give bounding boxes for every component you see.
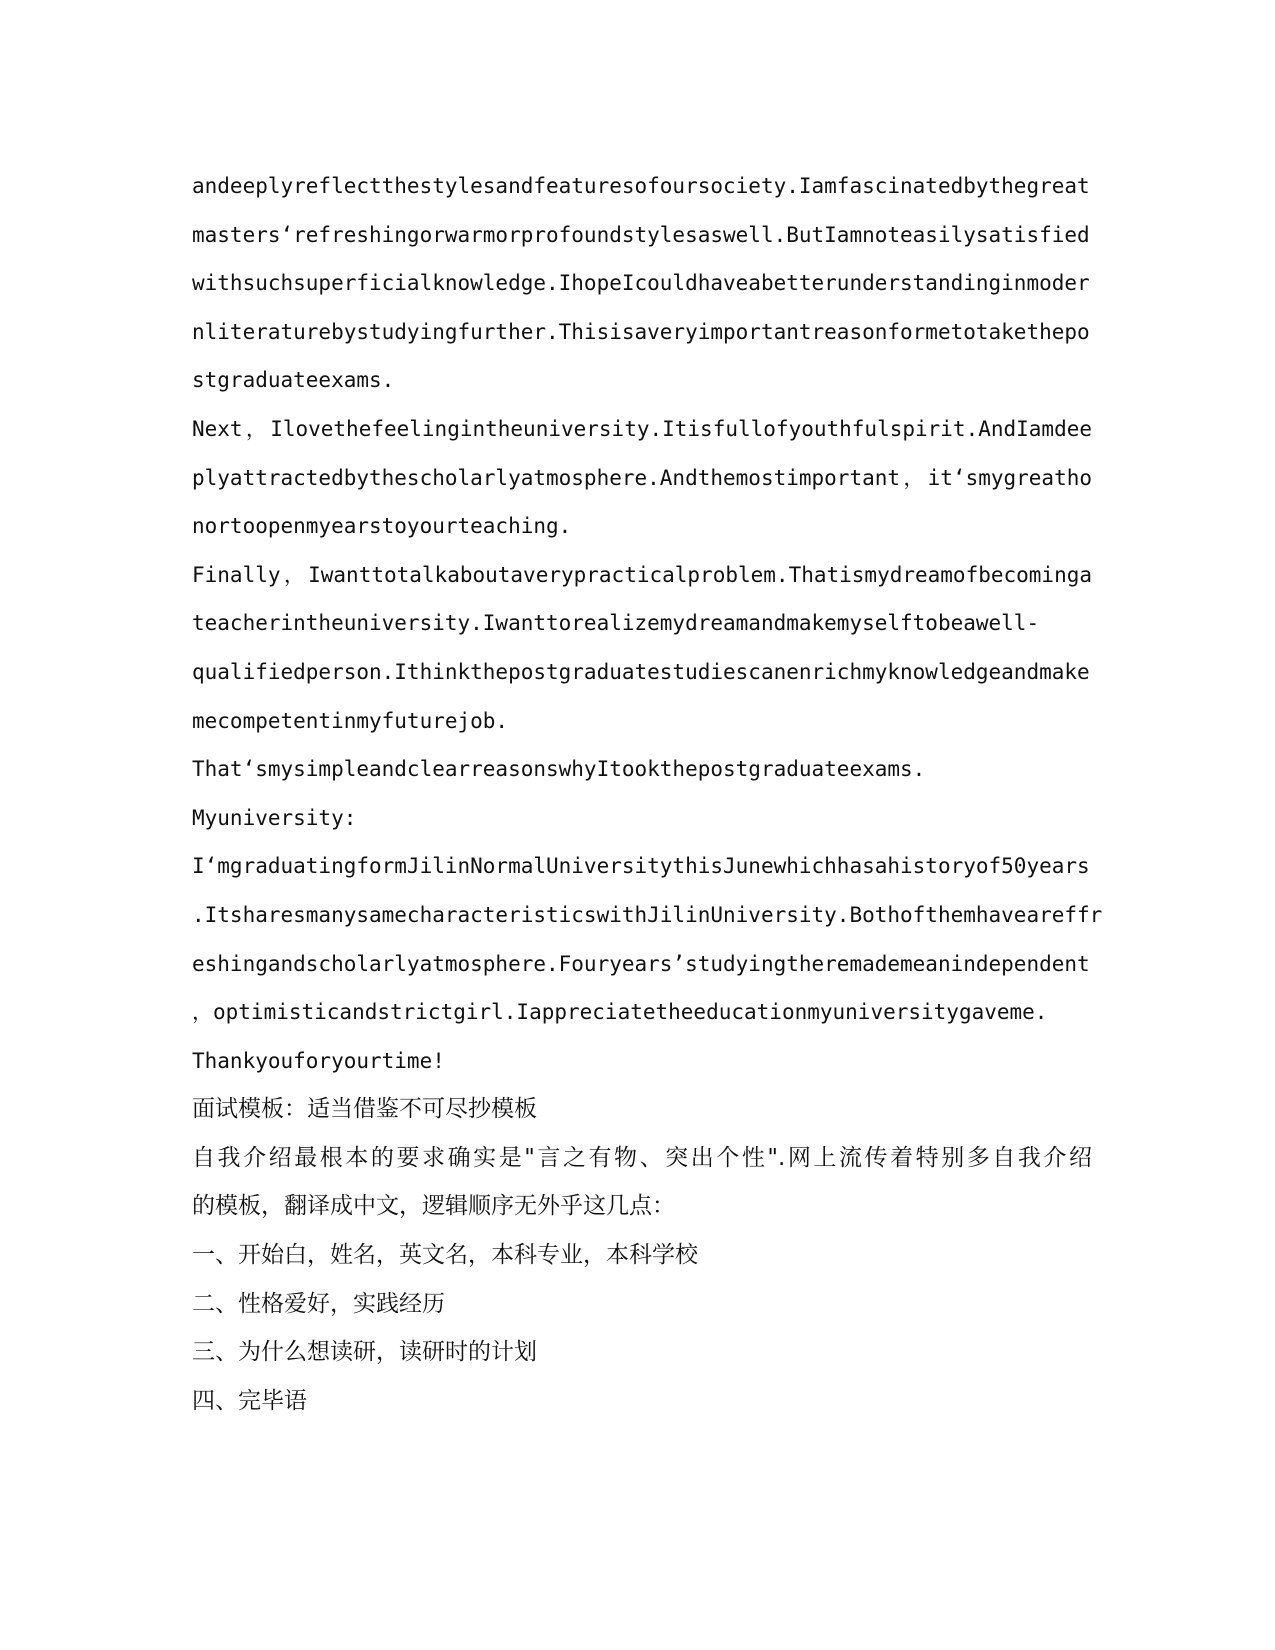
text-line: withsuchsuperficialknowledge.IhopeIcouldhaveabetterunderstandinginmoder [192, 271, 1090, 296]
text-line: masters‘refreshingorwarmorprofoundstylesaswell.ButIamnoteasilysatisfied [192, 222, 1090, 247]
text-line: stgraduateexams. [192, 368, 395, 393]
text-line: Next，Ilovethefeelingintheuniversity.Itisfullofyouthfulspirit.AndIamdee [192, 416, 1092, 441]
text-line: ，optimisticandstrictgirl.Iappreciatetheeducationmyuniversitygaveme. [192, 1000, 1048, 1025]
document-body [192, 162, 1103, 1425]
list-item: 三、为什么想读研，读研时的计划 [192, 1339, 537, 1366]
text-line: That‘smysimpleandclearreasonswhyItookthepostgraduateexams. [192, 757, 926, 782]
text-line: Myuniversity: [192, 805, 357, 830]
list-item: 四、完毕语 [192, 1387, 307, 1414]
section-heading: 面试模板：适当借鉴不可尽抄模板 [192, 1096, 537, 1123]
list-item: 一、开始白，姓名，英文名，本科专业，本科学校 [192, 1242, 698, 1269]
text-line: qualifiedperson.Ithinkthepostgraduatestudiescanenrichmyknowledgeandmake [192, 659, 1090, 684]
text-line: nliteraturebystudyingfurther.Thisisaveryimportantreasonformetotakethepo [192, 319, 1090, 344]
text-line: mecompetentinmyfuturejob. [192, 708, 509, 733]
text-line: teacherintheuniversity.Iwanttorealizemydreamandmakemyselftobeawell- [192, 611, 1040, 636]
text-line: nortoopenmyearstoyourteaching. [192, 514, 572, 539]
text-line: .ItsharesmanysamecharacteristicswithJilinUniversity.Bothofthemhaveareffr [192, 902, 1103, 927]
text-line: plyattractedbythescholarlyatmosphere.Andthemostimportant，it‘smygreatho [192, 465, 1092, 490]
text-line: I‘mgraduatingformJilinNormalUniversitythisJunewhichhasahistoryof50years [192, 854, 1090, 879]
text-line: Finally，Iwanttotalkaboutaverypracticalproblem.Thatismydreamofbecominga [192, 562, 1092, 587]
text-line: andeeplyreflectthestylesandfeaturesofoursociety.Iamfascinatedbythegreat [192, 174, 1090, 198]
text-line: 自我介绍最根本的要求确实是"言之有物、突出个性".网上流传着特别多自我介绍 [192, 1144, 1092, 1171]
text-line: 的模板，翻译成中文，逻辑顺序无外乎这几点： [192, 1193, 675, 1220]
list-item: 二、性格爱好，实践经历 [192, 1290, 445, 1317]
text-line: Thankyouforyourtime! [192, 1048, 445, 1073]
text-line: eshingandscholarlyatmosphere.Fouryears’studyingtheremademeanindependent [192, 951, 1090, 976]
